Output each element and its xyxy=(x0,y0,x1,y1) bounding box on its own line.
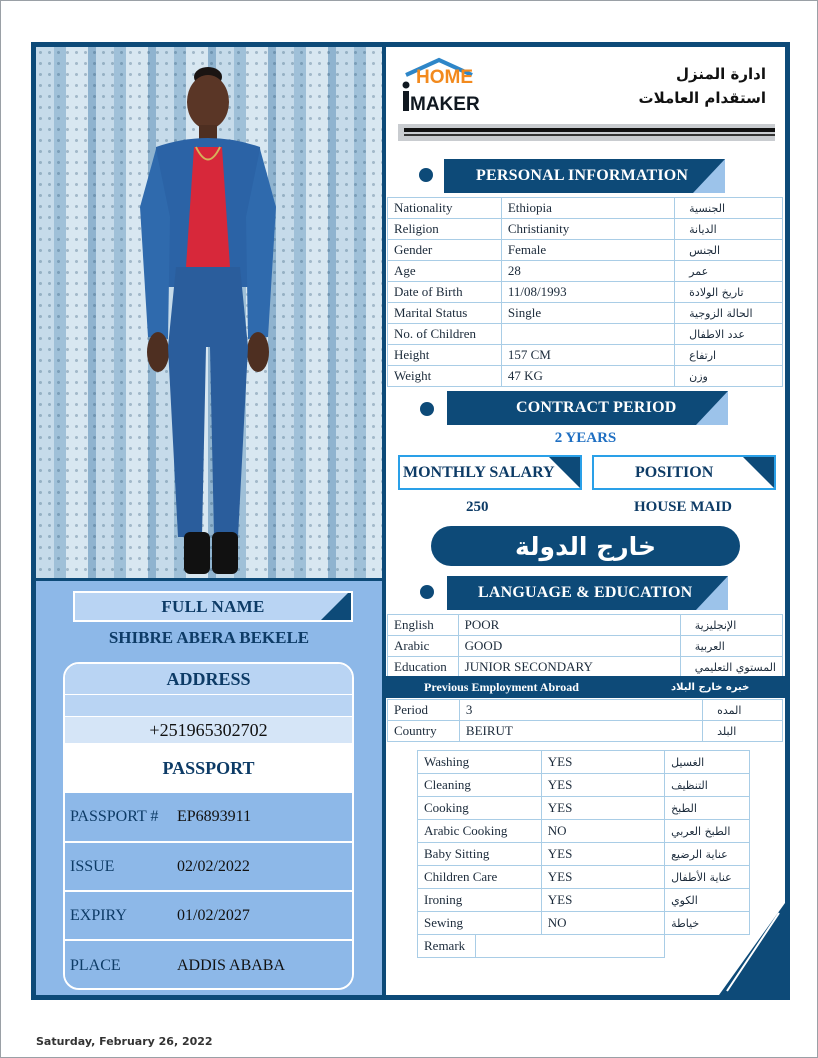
language-row xyxy=(388,636,783,657)
language-banner xyxy=(447,576,728,610)
previous-employment-row xyxy=(388,700,783,721)
passport-place-row xyxy=(65,941,352,990)
remark-row xyxy=(418,935,750,958)
skill-row xyxy=(418,912,750,935)
candidate-figure xyxy=(36,47,382,578)
language-table xyxy=(387,614,783,678)
personal-info-label-ar: تاريخ الولادة xyxy=(675,282,783,303)
contract-title: CONTRACT PERIOD xyxy=(516,399,677,416)
language-value: GOOD xyxy=(458,636,680,657)
personal-info-label-ar: وزن xyxy=(675,366,783,387)
personal-info-label-ar: ارتفاع xyxy=(675,345,783,366)
personal-info-label: Height xyxy=(388,345,502,366)
previous-employment-value: 3 xyxy=(459,700,702,721)
footer-date: Saturday, February 26, 2022 xyxy=(36,1035,213,1048)
previous-employment-label: Country xyxy=(388,721,460,742)
passport-expiry-value: 01/02/2027 xyxy=(177,906,250,924)
personal-info-table xyxy=(387,197,783,387)
skills-table xyxy=(417,750,750,958)
personal-info-label-ar: عدد الاطفال xyxy=(675,324,783,345)
skill-label: Children Care xyxy=(418,866,542,889)
personal-info-row xyxy=(388,198,783,219)
header-divider xyxy=(398,124,775,141)
skill-label: Cleaning xyxy=(418,774,542,797)
passport-number-row xyxy=(65,793,352,843)
language-row xyxy=(388,657,783,678)
personal-info-label-ar: عمر xyxy=(675,261,783,282)
skill-value: YES xyxy=(541,797,664,820)
passport-place-value: ADDIS ABABA xyxy=(177,956,286,974)
previous-employment-value: BEIRUT xyxy=(459,721,702,742)
skill-label: Cooking xyxy=(418,797,542,820)
previous-employment-bar xyxy=(386,676,785,698)
personal-info-row xyxy=(388,324,783,345)
skill-label-ar: الكوي xyxy=(665,889,750,912)
outside-country-label: خارج الدولة xyxy=(431,526,740,566)
bullet-dot-icon xyxy=(420,585,434,599)
banner-triangle-icon xyxy=(696,391,728,425)
personal-info-label-ar: الحالة الزوجية xyxy=(675,303,783,324)
language-label: English xyxy=(388,615,459,636)
home-maker-logo xyxy=(398,55,480,119)
passport-expiry-row xyxy=(65,892,352,941)
logo-home-text: HOME xyxy=(416,67,473,88)
contract-banner xyxy=(447,391,728,425)
skill-label: Washing xyxy=(418,751,542,774)
skill-value: YES xyxy=(541,866,664,889)
arabic-heading-line2: استقدام العاملات xyxy=(638,89,766,107)
phone-number: +251965302702 xyxy=(65,717,352,744)
language-label: Education xyxy=(388,657,459,678)
skill-label-ar: خياطة xyxy=(665,912,750,935)
passport-issue-label: ISSUE xyxy=(70,857,115,875)
personal-info-label-ar: الديانة xyxy=(675,219,783,240)
personal-info-value: 157 CM xyxy=(501,345,674,366)
personal-info-label: Weight xyxy=(388,366,502,387)
skill-value: YES xyxy=(541,843,664,866)
personal-info-row xyxy=(388,345,783,366)
language-title: LANGUAGE & EDUCATION xyxy=(478,584,693,601)
banner-triangle-icon xyxy=(693,159,725,193)
previous-employment-title-ar: خبره خارج البلاد xyxy=(671,681,750,693)
skill-row xyxy=(418,797,750,820)
skill-label-ar: الطبخ xyxy=(665,797,750,820)
personal-info-title: PERSONAL INFORMATION xyxy=(476,167,689,184)
personal-info-banner xyxy=(444,159,725,193)
personal-info-row xyxy=(388,240,783,261)
skill-row xyxy=(418,843,750,866)
skill-label-ar: عناية الأطفال xyxy=(665,866,750,889)
previous-employment-label-ar: المده xyxy=(703,700,783,721)
remark-value xyxy=(475,935,664,958)
skill-value: NO xyxy=(541,820,664,843)
personal-info-value: 28 xyxy=(501,261,674,282)
personal-info-label: Gender xyxy=(388,240,502,261)
bullet-dot-icon xyxy=(420,402,434,416)
full-name-title: FULL NAME xyxy=(161,596,265,616)
personal-info-value: Ethiopia xyxy=(501,198,674,219)
language-label-ar: العربية xyxy=(680,636,782,657)
passport-issue-row xyxy=(65,843,352,892)
skill-value: YES xyxy=(541,774,664,797)
skill-label: Ironing xyxy=(418,889,542,912)
monthly-salary-title-box xyxy=(398,455,582,490)
language-label-ar: المستوي التعليمي xyxy=(680,657,782,678)
skill-label: Sewing xyxy=(418,912,542,935)
skill-value: YES xyxy=(541,751,664,774)
skill-label-ar: عناية الرضيع xyxy=(665,843,750,866)
language-label-ar: الإنجليزية xyxy=(680,615,782,636)
position-title: POSITION xyxy=(635,463,714,481)
personal-info-value xyxy=(501,324,674,345)
arabic-heading-line1: ادارة المنزل xyxy=(676,65,766,83)
language-row xyxy=(388,615,783,636)
full-name-value: SHIBRE ABERA BEKELE xyxy=(108,628,310,647)
skill-row xyxy=(418,866,750,889)
skill-label-ar: الطبخ العربي xyxy=(665,820,750,843)
personal-info-value: Female xyxy=(501,240,674,261)
logo-maker-text: MAKER xyxy=(410,94,480,115)
address-passport-box xyxy=(63,662,354,990)
skill-label-ar: الغسيل xyxy=(665,751,750,774)
candidate-photo xyxy=(36,47,382,578)
skill-row xyxy=(418,889,750,912)
passport-issue-value: 02/02/2022 xyxy=(177,857,250,875)
monthly-salary-value: 250 xyxy=(466,499,489,515)
personal-info-label: Nationality xyxy=(388,198,502,219)
personal-info-row xyxy=(388,261,783,282)
personal-info-label: No. of Children xyxy=(388,324,502,345)
personal-info-label-ar: الجنس xyxy=(675,240,783,261)
address-value xyxy=(65,695,352,717)
previous-employment-label-ar: البلد xyxy=(703,721,783,742)
personal-info-label: Age xyxy=(388,261,502,282)
personal-info-value: 11/08/1993 xyxy=(501,282,674,303)
language-value: POOR xyxy=(458,615,680,636)
skill-row xyxy=(418,820,750,843)
personal-info-row xyxy=(388,219,783,240)
remark-label: Remark xyxy=(418,935,476,958)
skill-label: Baby Sitting xyxy=(418,843,542,866)
banner-triangle-icon xyxy=(696,576,728,610)
language-value: JUNIOR SECONDARY xyxy=(458,657,680,678)
passport-number-value: EP6893911 xyxy=(177,808,252,825)
full-name-title-bar xyxy=(73,591,353,622)
previous-employment-title: Previous Employment Abroad xyxy=(424,679,579,694)
corner-decoration xyxy=(719,903,785,995)
skill-row xyxy=(418,774,750,797)
passport-expiry-label: EXPIRY xyxy=(70,906,127,924)
skill-label: Arabic Cooking xyxy=(418,820,542,843)
previous-employment-label: Period xyxy=(388,700,460,721)
language-label: Arabic xyxy=(388,636,459,657)
passport-number-label: PASSPORT # xyxy=(70,808,159,825)
skill-row xyxy=(418,751,750,774)
personal-info-label: Religion xyxy=(388,219,502,240)
personal-info-row xyxy=(388,366,783,387)
position-value: HOUSE MAID xyxy=(634,499,732,515)
passport-place-label: PLACE xyxy=(70,956,121,974)
position-title-box xyxy=(592,455,776,490)
skill-label-ar: التنظيف xyxy=(665,774,750,797)
corner-triangle-icon xyxy=(321,591,351,620)
personal-info-label: Marital Status xyxy=(388,303,502,324)
personal-info-row xyxy=(388,303,783,324)
personal-info-value: Single xyxy=(501,303,674,324)
personal-info-value: Christianity xyxy=(501,219,674,240)
monthly-salary-title: MONTHLY SALARY xyxy=(403,463,555,481)
address-title: ADDRESS xyxy=(65,664,352,695)
passport-title: PASSPORT xyxy=(65,744,352,793)
contract-period-value: 2 YEARS xyxy=(554,430,617,446)
skill-value: NO xyxy=(541,912,664,935)
personal-info-label: Date of Birth xyxy=(388,282,502,303)
previous-employment-table xyxy=(387,699,783,742)
personal-info-value: 47 KG xyxy=(501,366,674,387)
personal-info-row xyxy=(388,282,783,303)
personal-info-label-ar: الجنسية xyxy=(675,198,783,219)
previous-employment-row xyxy=(388,721,783,742)
bullet-dot-icon xyxy=(419,168,433,182)
skill-value: YES xyxy=(541,889,664,912)
box-triangle-icon xyxy=(741,455,774,488)
arabic-heading xyxy=(639,62,766,110)
